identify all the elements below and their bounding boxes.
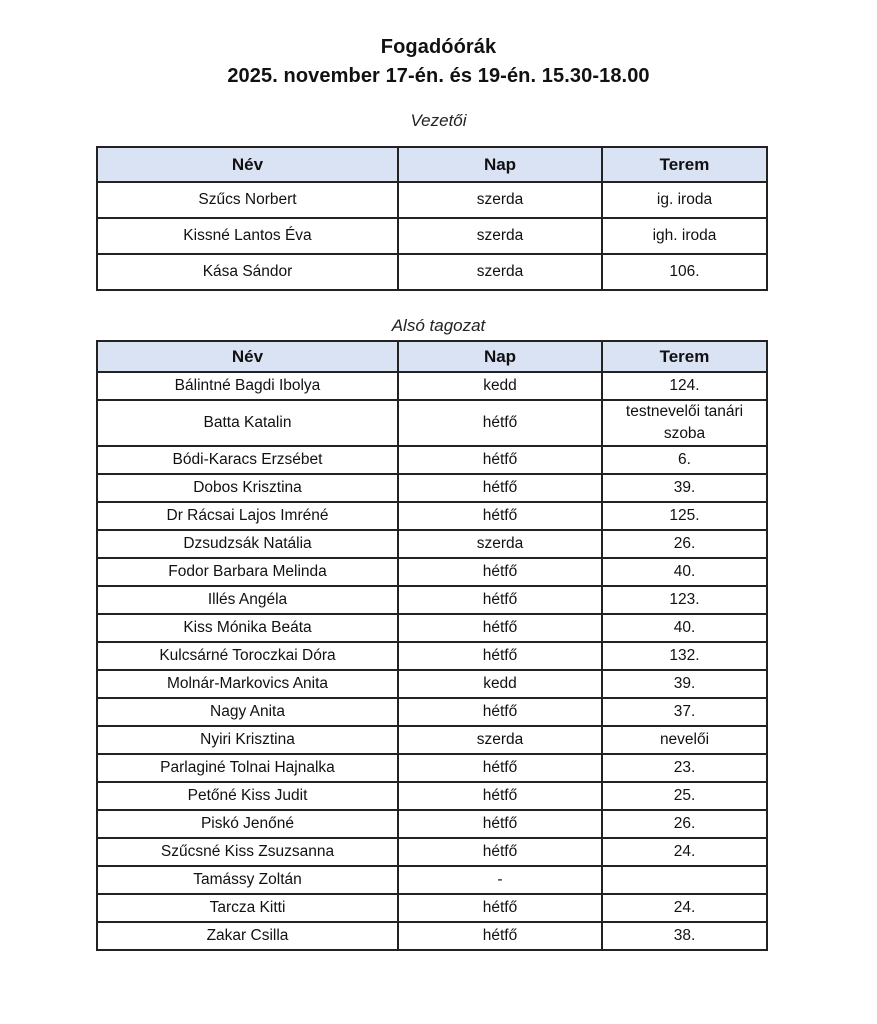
table-row xyxy=(97,726,767,754)
cell-room: testnevelői tanári szoba xyxy=(602,400,767,446)
cell-name: Bódi-Karacs Erzsébet xyxy=(97,446,398,474)
cell-day: hétfő xyxy=(398,922,602,950)
table-row xyxy=(97,698,767,726)
cell-room: 124. xyxy=(602,372,767,400)
cell-day: hétfő xyxy=(398,502,602,530)
section-caption-leaders: Vezetői xyxy=(410,111,467,130)
cell-day: hétfő xyxy=(398,558,602,586)
cell-day: hétfő xyxy=(398,586,602,614)
cell-day: - xyxy=(398,866,602,894)
column-header-day: Nap xyxy=(398,341,602,372)
cell-room: 23. xyxy=(602,754,767,782)
cell-name: Parlaginé Tolnai Hajnalka xyxy=(97,754,398,782)
page-title: Fogadóórák xyxy=(380,36,497,58)
table-header-row xyxy=(97,147,767,182)
cell-day: hétfő xyxy=(398,446,602,474)
table-row xyxy=(97,474,767,502)
table-row xyxy=(97,586,767,614)
cell-day: hétfő xyxy=(398,614,602,642)
leaders-table xyxy=(96,146,768,291)
cell-day: szerda xyxy=(398,726,602,754)
cell-room: 26. xyxy=(602,810,767,838)
cell-name: Bálintné Bagdi Ibolya xyxy=(97,372,398,400)
cell-room: 125. xyxy=(602,502,767,530)
cell-day: hétfő xyxy=(398,474,602,502)
cell-room: 37. xyxy=(602,698,767,726)
table-row xyxy=(97,894,767,922)
table-row xyxy=(97,782,767,810)
table-row xyxy=(97,182,767,218)
cell-name: Nyiri Krisztina xyxy=(97,726,398,754)
cell-day: szerda xyxy=(398,254,602,290)
cell-name: Zakar Csilla xyxy=(97,922,398,950)
cell-room: 39. xyxy=(602,474,767,502)
cell-name: Dr Rácsai Lajos Imréné xyxy=(97,502,398,530)
cell-room: ig. iroda xyxy=(602,182,767,218)
cell-day: hétfő xyxy=(398,400,602,446)
cell-name: Tarcza Kitti xyxy=(97,894,398,922)
cell-room: 40. xyxy=(602,614,767,642)
cell-name: Kulcsárné Toroczkai Dóra xyxy=(97,642,398,670)
table-header-row xyxy=(97,341,767,372)
cell-day: szerda xyxy=(398,218,602,254)
table-row xyxy=(97,218,767,254)
cell-name: Szűcs Norbert xyxy=(97,182,398,218)
cell-day: hétfő xyxy=(398,698,602,726)
table-row xyxy=(97,558,767,586)
cell-day: hétfő xyxy=(398,838,602,866)
cell-room: 26. xyxy=(602,530,767,558)
cell-room: 132. xyxy=(602,642,767,670)
cell-name: Petőné Kiss Judit xyxy=(97,782,398,810)
cell-room: 25. xyxy=(602,782,767,810)
cell-room: 38. xyxy=(602,922,767,950)
cell-name: Piskó Jenőné xyxy=(97,810,398,838)
cell-day: szerda xyxy=(398,530,602,558)
cell-day: kedd xyxy=(398,372,602,400)
table-row xyxy=(97,502,767,530)
table-row xyxy=(97,400,767,446)
cell-name: Kissné Lantos Éva xyxy=(97,218,398,254)
cell-name: Illés Angéla xyxy=(97,586,398,614)
table-row xyxy=(97,530,767,558)
table-row xyxy=(97,754,767,782)
column-header-day: Nap xyxy=(398,147,602,182)
cell-day: hétfő xyxy=(398,642,602,670)
table-row xyxy=(97,446,767,474)
table-row xyxy=(97,372,767,400)
table-row xyxy=(97,614,767,642)
lower-school-table xyxy=(96,340,768,951)
table-row xyxy=(97,642,767,670)
cell-day: hétfő xyxy=(398,810,602,838)
cell-day: hétfő xyxy=(398,894,602,922)
cell-name: Kása Sándor xyxy=(97,254,398,290)
cell-room: 40. xyxy=(602,558,767,586)
cell-name: Szűcsné Kiss Zsuzsanna xyxy=(97,838,398,866)
cell-day: hétfő xyxy=(398,782,602,810)
cell-day: kedd xyxy=(398,670,602,698)
section-caption-lower-school: Alsó tagozat xyxy=(391,316,486,335)
table-row xyxy=(97,810,767,838)
cell-day: szerda xyxy=(398,182,602,218)
cell-room: 123. xyxy=(602,586,767,614)
cell-name: Dzsudzsák Natália xyxy=(97,530,398,558)
cell-name: Molnár-Markovics Anita xyxy=(97,670,398,698)
table-row xyxy=(97,838,767,866)
cell-room: 106. xyxy=(602,254,767,290)
cell-name: Nagy Anita xyxy=(97,698,398,726)
cell-room: 6. xyxy=(602,446,767,474)
cell-room: nevelői xyxy=(602,726,767,754)
cell-name: Kiss Mónika Beáta xyxy=(97,614,398,642)
cell-room: 39. xyxy=(602,670,767,698)
table-row xyxy=(97,254,767,290)
column-header-room: Terem xyxy=(602,147,767,182)
cell-room xyxy=(602,866,767,894)
table-row xyxy=(97,922,767,950)
cell-day: hétfő xyxy=(398,754,602,782)
table-row xyxy=(97,866,767,894)
cell-room: igh. iroda xyxy=(602,218,767,254)
table-row xyxy=(97,670,767,698)
cell-name: Fodor Barbara Melinda xyxy=(97,558,398,586)
cell-room: 24. xyxy=(602,838,767,866)
cell-name: Dobos Krisztina xyxy=(97,474,398,502)
column-header-name: Név xyxy=(97,341,398,372)
column-header-name: Név xyxy=(97,147,398,182)
column-header-room: Terem xyxy=(602,341,767,372)
cell-room: 24. xyxy=(602,894,767,922)
cell-name: Tamássy Zoltán xyxy=(97,866,398,894)
page-subtitle: 2025. november 17-én. és 19-én. 15.30-18.00 xyxy=(227,65,650,87)
cell-name: Batta Katalin xyxy=(97,400,398,446)
